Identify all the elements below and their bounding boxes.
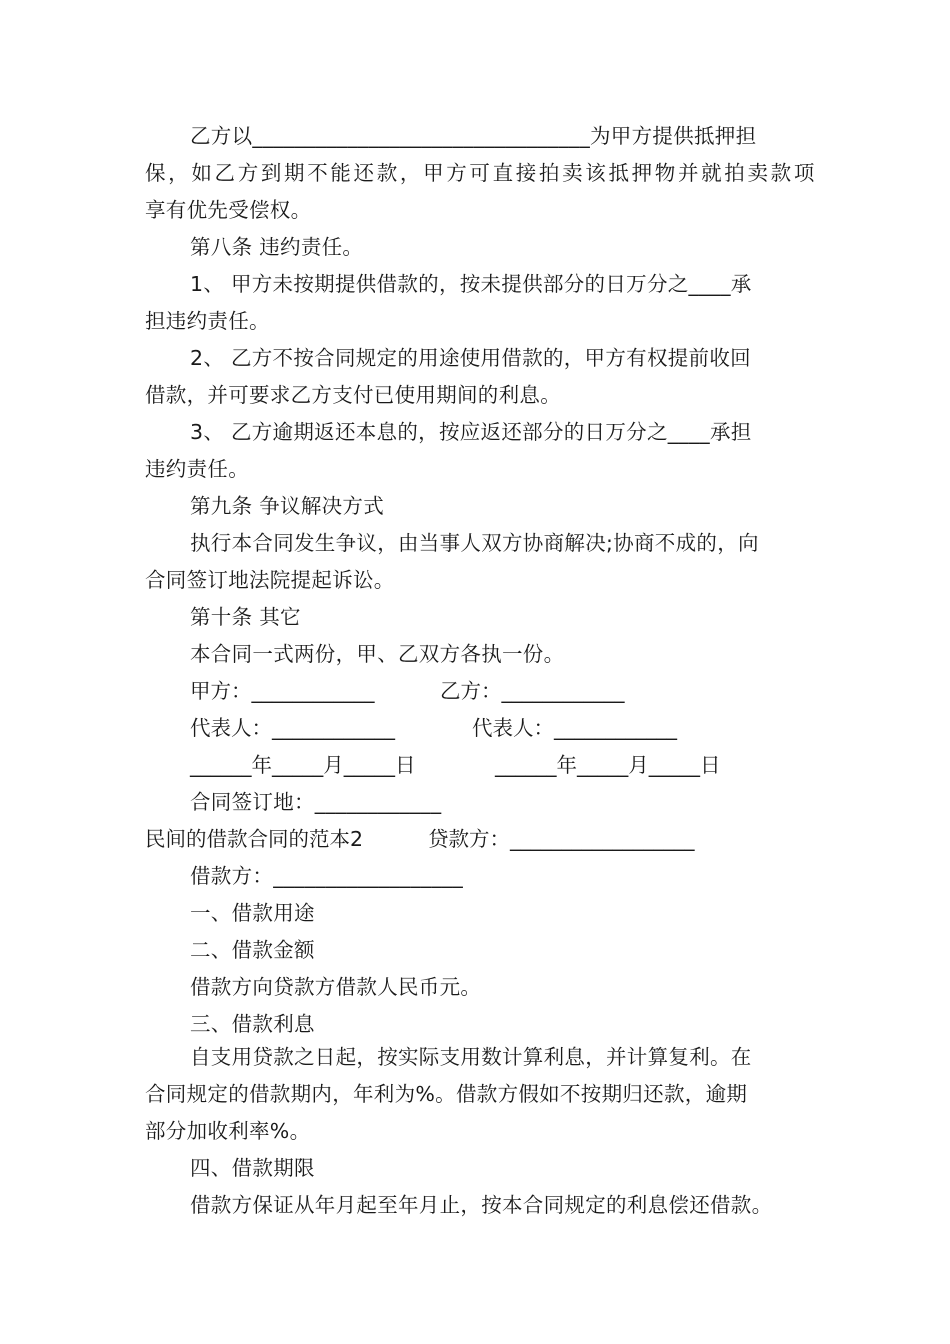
paragraph-line: 1、 甲方未按期提供借款的，按未提供部分的日万分之____承 (190, 272, 752, 296)
section-heading: 二、借款金额 (190, 938, 315, 962)
borrower-field: 借款方：__________________ (190, 864, 464, 888)
paragraph-line: 合同规定的借款期内，年利为%。借款方假如不按期归还款，逾期 (145, 1082, 748, 1106)
paragraph-line: 执行本合同发生争议，由当事人双方协商解决;协商不成的，向 (190, 531, 759, 555)
section-heading: 一、借款用途 (190, 901, 315, 925)
paragraph-line: 借款方向贷款方借款人民币元。 (190, 975, 482, 999)
paragraph-line: 违约责任。 (145, 457, 249, 481)
paragraph-line: 2、 乙方不按合同规定的用途使用借款的，甲方有权提前收回 (190, 346, 751, 370)
paragraph-line: 部分加收利率%。 (145, 1119, 311, 1143)
paragraph-line: 自支用贷款之日起，按实际支用数计算利息，并计算复利。在 (190, 1045, 752, 1069)
paragraph-line: 本合同一式两份，甲、乙双方各执一份。 (190, 642, 565, 666)
paragraph-line: 保 ， 如 乙 方 到 期 不 能 还 款 ， 甲 方 可 直 接 拍 卖 该 抵 押 物 并 就 拍 卖 款 项 (145, 161, 815, 185)
section-heading: 四、借款期限 (190, 1156, 315, 1180)
section-heading: 第八条 违约责任。 (190, 235, 364, 259)
rep-a-field: 代表人：____________ (190, 716, 395, 740)
paragraph-line: 享有优先受偿权。 (145, 198, 312, 222)
section-heading: 三、借款利息 (190, 1012, 315, 1036)
rep-b-field: 代表人：____________ (472, 716, 677, 740)
section-heading: 第九条 争议解决方式 (190, 494, 385, 518)
paragraph-line: 担违约责任。 (145, 309, 270, 333)
signing-place-field: 合同签订地：____________ (190, 790, 442, 814)
paragraph-line: 借款，并可要求乙方支付已使用期间的利息。 (145, 383, 561, 407)
party-b-field: 乙方：____________ (440, 679, 625, 703)
date-a-field: ______年_____月_____日 (190, 753, 416, 777)
date-b-field: ______年_____月_____日 (495, 753, 721, 777)
paragraph-line: 乙方以________________________________为甲方提供抵押担 (190, 124, 757, 148)
paragraph-line: 合同签订地法院提起诉讼。 (145, 568, 395, 592)
party-a-field: 甲方：____________ (190, 679, 375, 703)
paragraph-line: 3、 乙方逾期返还本息的，按应返还部分的日万分之____承担 (190, 420, 752, 444)
contract-title: 民间的借款合同的范本2 (145, 827, 364, 851)
lender-field: 贷款方：__________________ (428, 827, 695, 851)
paragraph-line: 借款方保证从年月起至年月止，按本合同规定的利息偿还借款。 (190, 1193, 773, 1217)
section-heading: 第十条 其它 (190, 605, 301, 629)
